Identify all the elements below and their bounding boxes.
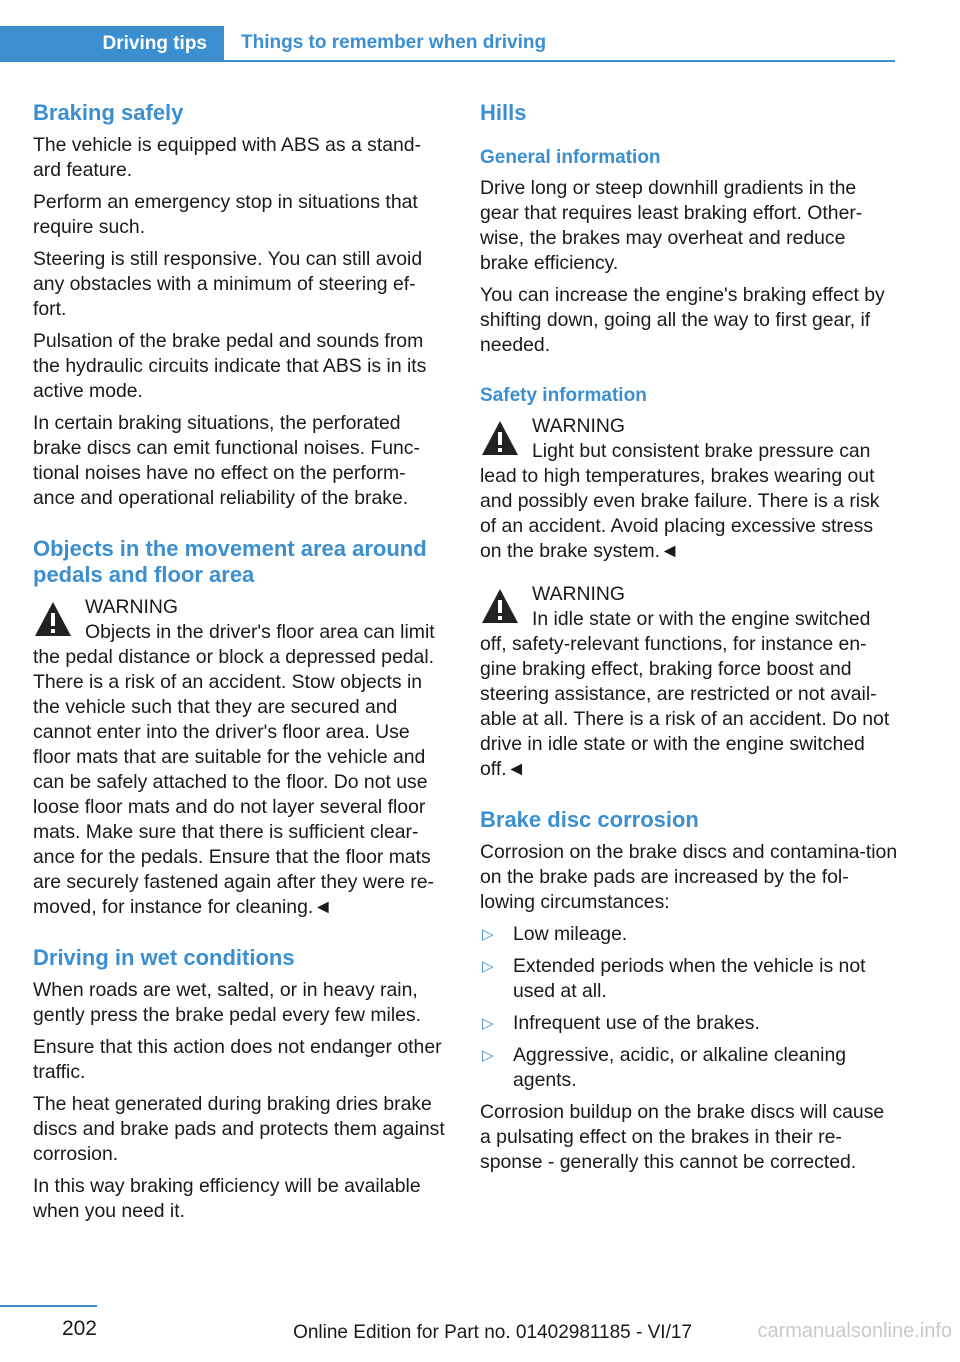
list-item: ▷ Extended periods when the vehicle is not used at all. <box>482 955 866 1002</box>
warning-text: Objects in the driver's floor area can limit the pedal distance or block a depressed pedal. There is a risk of an accident. Stow objects in the vehicle such that they are secured and cannot enter into the driver's floor area. Use floor mats that are suitable for the vehicle and can be safely attached to the floor. Do not use loose floor mats and do not layer several floor mats. Make sure that there is sufficient clear-ance for the pedals. Ensure that the floor mats are securely fastened again after they were re-moved, for instance for cleaning.◄ <box>33 621 435 918</box>
chapter-tab: Driving tips <box>0 26 224 62</box>
warning-text: Light but consistent brake pressure can lead to high temperatures, brakes wearing out and possibly even brake failure. There is a risk of an accident. Avoid placing excessive stress on the brake system.◄ <box>480 440 880 562</box>
paragraph: Pulsation of the brake pedal and sounds from the hydraulic circuits indicate that ABS is in its active mode. <box>33 330 427 402</box>
list-item: ▷ Infrequent use of the brakes. <box>482 1012 760 1034</box>
paragraph: In this way braking efficiency will be available when you need it. <box>33 1175 421 1222</box>
paragraph: You can increase the engine's braking effect by shifting down, going all the way to first gear, if needed. <box>480 284 885 356</box>
bullet-list <box>480 922 898 1093</box>
list-item: ▷ Aggressive, acidic, or alkaline cleaning agents. <box>482 1044 847 1091</box>
warning-box <box>480 414 898 564</box>
section-tab: Things to remember when driving <box>241 32 547 53</box>
warning-title: WARNING <box>85 596 178 618</box>
list-item: ▷ Low mileage. <box>482 923 628 945</box>
heading-brake-disc-corrosion: Brake disc corrosion <box>480 807 699 832</box>
bullet-triangle-icon: ▷ <box>482 926 494 943</box>
edition-line: Online Edition for Part no. 01402981185 - VI/17 <box>293 1322 692 1343</box>
paragraph: When roads are wet, salted, or in heavy rain, gently press the brake pedal every few miles. <box>33 979 422 1026</box>
heading-wet-conditions: Driving in wet conditions <box>33 945 295 970</box>
paragraph: Perform an emergency stop in situations that require such. <box>33 191 418 238</box>
warning-box <box>480 582 898 782</box>
warning-triangle-icon <box>480 417 520 459</box>
warning-text: In idle state or with the engine switched off, safety-relevant functions, for instance en-gine braking effect, braking force boost and steering assistance, are restricted or not avail-able at all. There is a risk of an accident. Do not drive in idle state or with the engine switched off.◄ <box>480 608 890 780</box>
paragraph: Drive long or steep downhill gradients in the gear that requires least braking effort. Other-wise, the brakes may overheat and reduce brake efficiency. <box>480 177 863 274</box>
heading-general-information: General information <box>480 147 661 168</box>
page-header <box>0 26 895 62</box>
bullet-triangle-icon: ▷ <box>482 1015 494 1032</box>
paragraph: Steering is still responsive. You can still avoid any obstacles with a minimum of steering ef-fort. <box>33 248 423 320</box>
bullet-triangle-icon: ▷ <box>482 1047 494 1064</box>
footer-rule <box>0 1305 97 1307</box>
paragraph: Ensure that this action does not endanger other traffic. <box>33 1036 442 1083</box>
left-column <box>33 100 445 1231</box>
paragraph: Corrosion buildup on the brake discs will cause a pulsating effect on the brakes in their re-sponse - generally this cannot be corrected. <box>480 1101 885 1173</box>
watermark: carmanualsonline.info <box>757 1320 952 1342</box>
heading-hills: Hills <box>480 100 527 125</box>
warning-box <box>33 595 445 920</box>
paragraph: The vehicle is equipped with ABS as a stand-ard feature. <box>33 134 422 181</box>
paragraph: In certain braking situations, the perforated brake discs can emit functional noises. Func-tional noises have no effect on the perform-ance and operational reliability of the brake. <box>33 412 420 509</box>
heading-braking-safely: Braking safely <box>33 100 184 125</box>
warning-title: WARNING <box>532 583 625 605</box>
bullet-triangle-icon: ▷ <box>482 958 494 975</box>
warning-title: WARNING <box>532 415 625 437</box>
paragraph: The heat generated during braking dries brake discs and brake pads and protects them against corrosion. <box>33 1093 445 1165</box>
header-rule <box>0 60 895 62</box>
right-column <box>480 100 898 1182</box>
heading-safety-information: Safety information <box>480 385 647 406</box>
warning-triangle-icon <box>480 585 520 627</box>
paragraph: Corrosion on the brake discs and contamina-tion on the brake pads are increased by the fol-lowing circumstances: <box>480 841 898 913</box>
page-number: 202 <box>61 1317 97 1340</box>
heading-objects-floor-area: Objects in the movement area around pedals and floor area <box>33 536 427 587</box>
warning-triangle-icon <box>33 598 73 640</box>
